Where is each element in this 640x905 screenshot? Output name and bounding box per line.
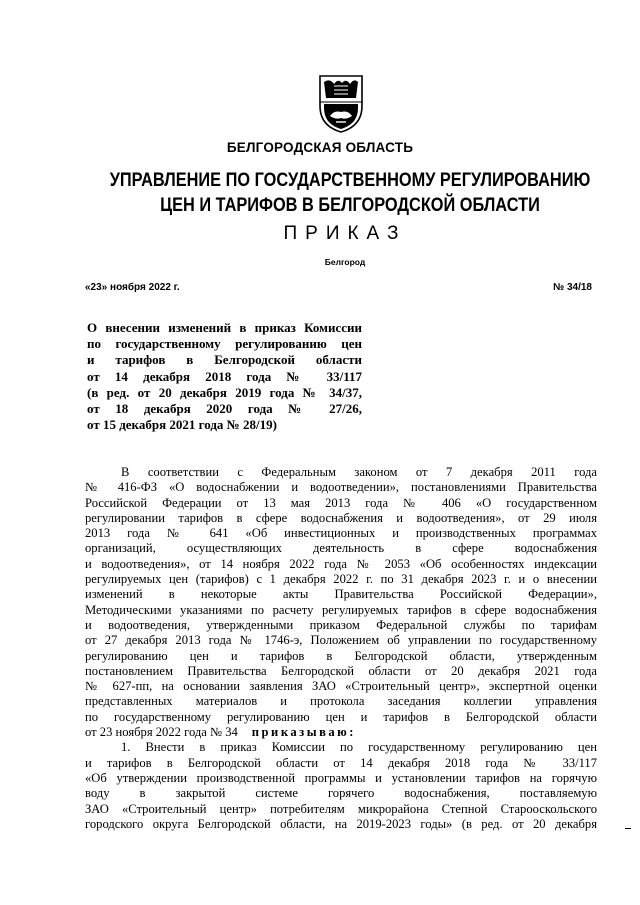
department-line-2: ЦЕН И ТАРИФОВ В БЕЛГОРОДСКОЙ ОБЛАСТИ xyxy=(160,195,540,216)
body-line: В соответствии с Федеральным законом от 7 декабря 2011 года xyxy=(121,465,597,479)
body-line: регулировании тарифов в сфере водоснабжения и водоотведения», от 29 июля xyxy=(85,510,597,525)
body-line: Методическими указаниями по расчету регулируемых тарифов в сфере водоснабжения xyxy=(85,602,597,617)
body-line: организаций, осуществляющих деятельность в сфере водоснабжения xyxy=(85,541,597,556)
subject-line: от 15 декабря 2021 года № 28/19) xyxy=(87,417,277,433)
subject-line: от 14 декабря 2018 года № 33/117 xyxy=(87,368,362,384)
order-directive: приказываю: xyxy=(251,725,356,740)
body-line: № 627-пп, на основании заявления ЗАО «Строительный центр», экспертной оценки xyxy=(85,679,597,694)
body-line: и водоотведения», от 14 ноября 2022 года № 2053 «Об особенностях индексации xyxy=(85,556,597,571)
body-line: представленных материалов и протокола заседания коллегии управления xyxy=(85,694,597,709)
city-name: Белгород xyxy=(324,257,366,267)
body-line: постановлением Правительства Белгородской области от 20 декабря 2021 года xyxy=(85,663,597,678)
order-number: № 34/18 xyxy=(553,282,592,293)
subject-line: от 18 декабря 2020 года № 27/26, xyxy=(87,401,362,417)
body-line: «Об утверждении производственной программы и установлении тарифов на горячую xyxy=(85,770,597,785)
order-subject xyxy=(87,320,362,433)
body-line: изменений в некоторые акты Правительства Российской Федерации», xyxy=(85,587,597,602)
body-line: от 27 декабря 2013 года № 1746-э, Положением об управлении по государственному xyxy=(85,633,597,648)
department-line-1: УПРАВЛЕНИЕ ПО ГОСУДАРСТВЕННОМУ РЕГУЛИРОВАНИЮ xyxy=(109,170,591,191)
subject-line: и тарифов в Белгородской области xyxy=(87,352,362,368)
margin-mark xyxy=(625,828,631,829)
subject-line: по государственному регулированию цен xyxy=(87,336,362,352)
body-line: 2013 года № 641 «Об инвестиционных и производственных программах xyxy=(85,526,597,541)
order-body xyxy=(85,465,597,832)
meeting-reference: от 23 ноября 2022 года № 34 xyxy=(85,725,238,740)
region-name: БЕЛГОРОДСКАЯ ОБЛАСТЬ xyxy=(226,140,414,155)
body-line: и водоотведения, утвержденными приказом Федеральной службы по тарифам xyxy=(85,617,597,632)
document-type: ПРИКАЗ xyxy=(283,223,407,244)
body-line: городского округа Белгородской области, на 2019-2023 годы» (в ред. от 20 декабря xyxy=(85,816,597,831)
coat-of-arms-icon xyxy=(316,72,366,134)
subject-line: (в ред. от 20 декабря 2019 года № 34/37, xyxy=(87,384,362,400)
body-line: регулируемых цен (тарифов) с 1 декабря 2022 г. по 31 декабря 2023 г. и о внесении xyxy=(85,572,597,587)
subject-line: О внесении изменений в приказ Комиссии xyxy=(87,320,362,335)
body-line: ЗАО «Строительный центр» потребителям микрорайона Степной Старооскольского xyxy=(85,801,597,816)
body-line: 1. Внести в приказ Комиссии по государственному регулированию цен xyxy=(121,740,597,755)
body-line: регулированию цен и тарифов в Белгородской области, утвержденным xyxy=(85,648,597,663)
body-line-final xyxy=(85,725,597,740)
body-line: по государственному регулированию цен и тарифов в Белгородской области xyxy=(85,709,597,724)
order-date: «23» ноября 2022 г. xyxy=(85,282,180,293)
body-line: Российской Федерации от 13 мая 2013 года № 406 «О государственном xyxy=(85,495,597,510)
body-line: воду в закрытой системе горячего водоснабжения, поставляемую xyxy=(85,786,597,801)
body-line: и тарифов в Белгородской области от 14 декабря 2018 года № 33/117 xyxy=(85,755,597,770)
department-name xyxy=(101,168,600,218)
body-line: № 416-ФЗ «О водоснабжении и водоотведении», постановлениями Правительства xyxy=(85,480,597,495)
